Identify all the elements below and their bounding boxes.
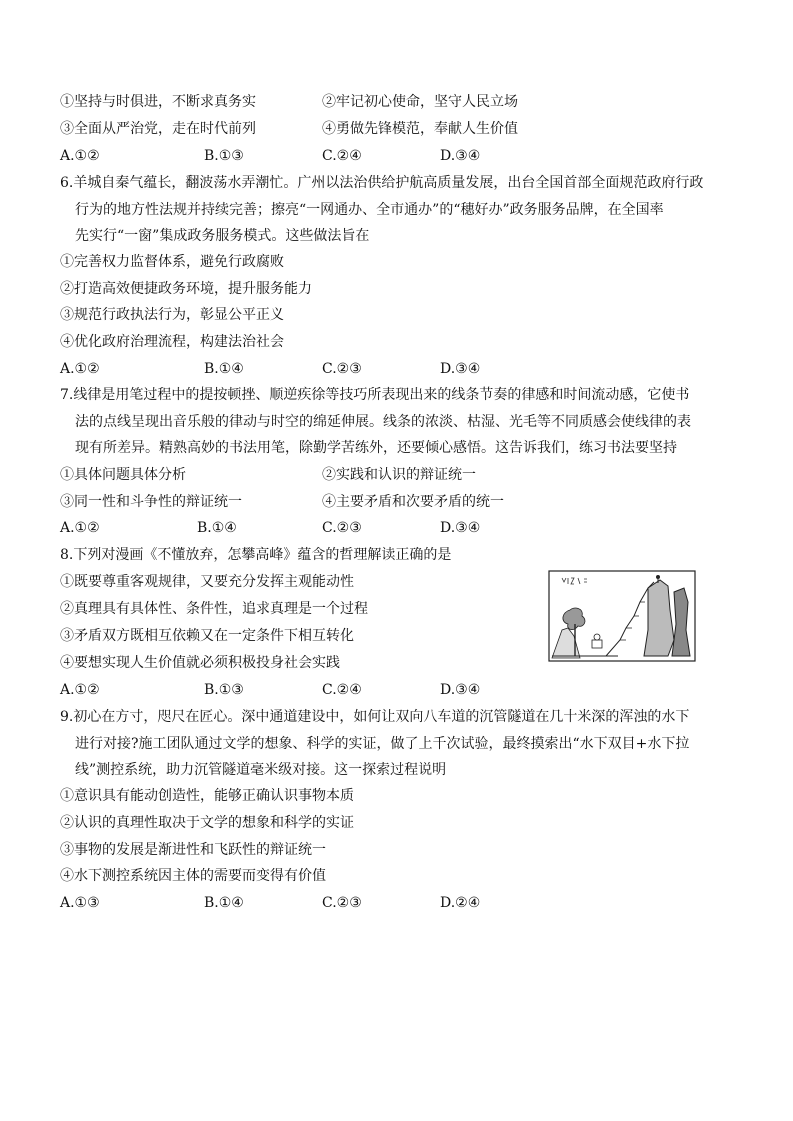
q8-statement-1: ①既要尊重客观规律，又要充分发挥主观能动性	[60, 574, 354, 590]
q5-option-d: D.③④	[440, 148, 481, 164]
q6-stem-line-3: 先实行“一窗”集成政务服务模式。这些做法旨在	[75, 228, 370, 244]
q7-statement-1: ①具体问题具体分析	[60, 467, 186, 483]
q6-statement-4: ④优化政府治理流程，构建法治社会	[60, 334, 284, 350]
q7-option-a: A.①②	[60, 520, 100, 536]
q7-stem-line-2: 法的点线呈现出音乐般的律动与时空的绵延伸展。线条的浓淡、枯湿、光毛等不同质感会使线律的表	[75, 414, 691, 430]
q5-statement-2: ②牢记初心使命，坚守人民立场	[322, 94, 518, 110]
q6-option-d: D.③④	[440, 361, 481, 377]
q7-option-c: C.②③	[322, 520, 362, 536]
q7-statement-3: ③同一性和斗争性的辩证统一	[60, 494, 242, 510]
q9-option-a: A.①③	[60, 895, 100, 911]
q8-statement-4: ④要想实现人生价值就必须积极投身社会实践	[60, 655, 340, 671]
q6-stem-line-1: 6.羊城自秦气蕴长，翻波荡水弄潮忙。广州以法治供给护航高质量发展，出台全国首部全面规范政府行政	[60, 175, 704, 191]
q7-statement-2: ②实践和认识的辩证统一	[322, 467, 476, 483]
q6-statement-3: ③规范行政执法行为，彰显公平正义	[60, 307, 284, 323]
q8-stem-line-1: 8.下列对漫画《不懂放弃，怎攀高峰》蕴含的哲理解读正确的是	[60, 547, 452, 563]
q8-option-c: C.②④	[322, 682, 362, 698]
q7-option-d: D.③④	[440, 520, 481, 536]
cartoon-illustration	[548, 570, 696, 662]
q6-option-b: B.①④	[204, 361, 244, 377]
q9-stem-line-1: 9.初心在方寸，咫尺在匠心。深中通道建设中，如何让双向八车道的沉管隧道在几十米深的浑浊的水下	[60, 709, 690, 725]
q9-option-d: D.②④	[440, 895, 481, 911]
q5-statement-1: ①坚持与时俱进，不断求真务实	[60, 94, 256, 110]
q9-option-b: B.①④	[204, 895, 244, 911]
q9-statement-3: ③事物的发展是渐进性和飞跃性的辩证统一	[60, 842, 326, 858]
q9-statement-4: ④水下测控系统因主体的需要而变得有价值	[60, 868, 326, 884]
q5-statement-3: ③全面从严治党，走在时代前列	[60, 121, 256, 137]
q7-stem-line-3: 现有所差异。精熟高妙的书法用笔，除勤学苦练外，还要倾心感悟。这告诉我们，练习书法要坚持	[75, 440, 677, 456]
q6-option-c: C.②③	[322, 361, 362, 377]
q8-option-d: D.③④	[440, 682, 481, 698]
q8-statement-3: ③矛盾双方既相互依赖又在一定条件下相互转化	[60, 628, 354, 644]
q9-stem-line-2: 进行对接?施工团队通过文学的想象、科学的实证，做了上千次试验，最终摸索出“水下双目+水下拉	[75, 736, 690, 752]
q6-statement-2: ②打造高效便捷政务环境，提升服务能力	[60, 281, 312, 297]
q7-option-b: B.①④	[197, 520, 237, 536]
q7-statement-4: ④主要矛盾和次要矛盾的统一	[322, 494, 504, 510]
q9-option-c: C.②③	[322, 895, 362, 911]
q7-stem-line-1: 7.线律是用笔过程中的提按顿挫、顺逆疾徐等技巧所表现出来的线条节奏的律感和时间流动感，它使书	[60, 387, 690, 403]
q6-option-a: A.①②	[60, 361, 100, 377]
q9-statement-2: ②认识的真理性取决于文学的想象和科学的实证	[60, 815, 354, 831]
q9-stem-line-3: 线”测控系统，助力沉管隧道毫米级对接。这一探索过程说明	[75, 762, 447, 778]
q5-statement-4: ④勇做先锋模范，奉献人生价值	[322, 121, 518, 137]
q9-statement-1: ①意识具有能动创造性，能够正确认识事物本质	[60, 788, 354, 804]
q6-statement-1: ①完善权力监督体系，避免行政腐败	[60, 254, 284, 270]
q8-option-b: B.①③	[204, 682, 244, 698]
q5-option-a: A.①②	[60, 148, 100, 164]
q8-option-a: A.①②	[60, 682, 100, 698]
q5-option-c: C.②④	[322, 148, 362, 164]
q5-option-b: B.①③	[204, 148, 244, 164]
q8-statement-2: ②真理具有具体性、条件性，追求真理是一个过程	[60, 601, 368, 617]
q6-stem-line-2: 行为的地方性法规并持续完善；擦亮“一网通办、全市通办”的“穗好办”政务服务品牌，在全国率	[75, 202, 664, 218]
